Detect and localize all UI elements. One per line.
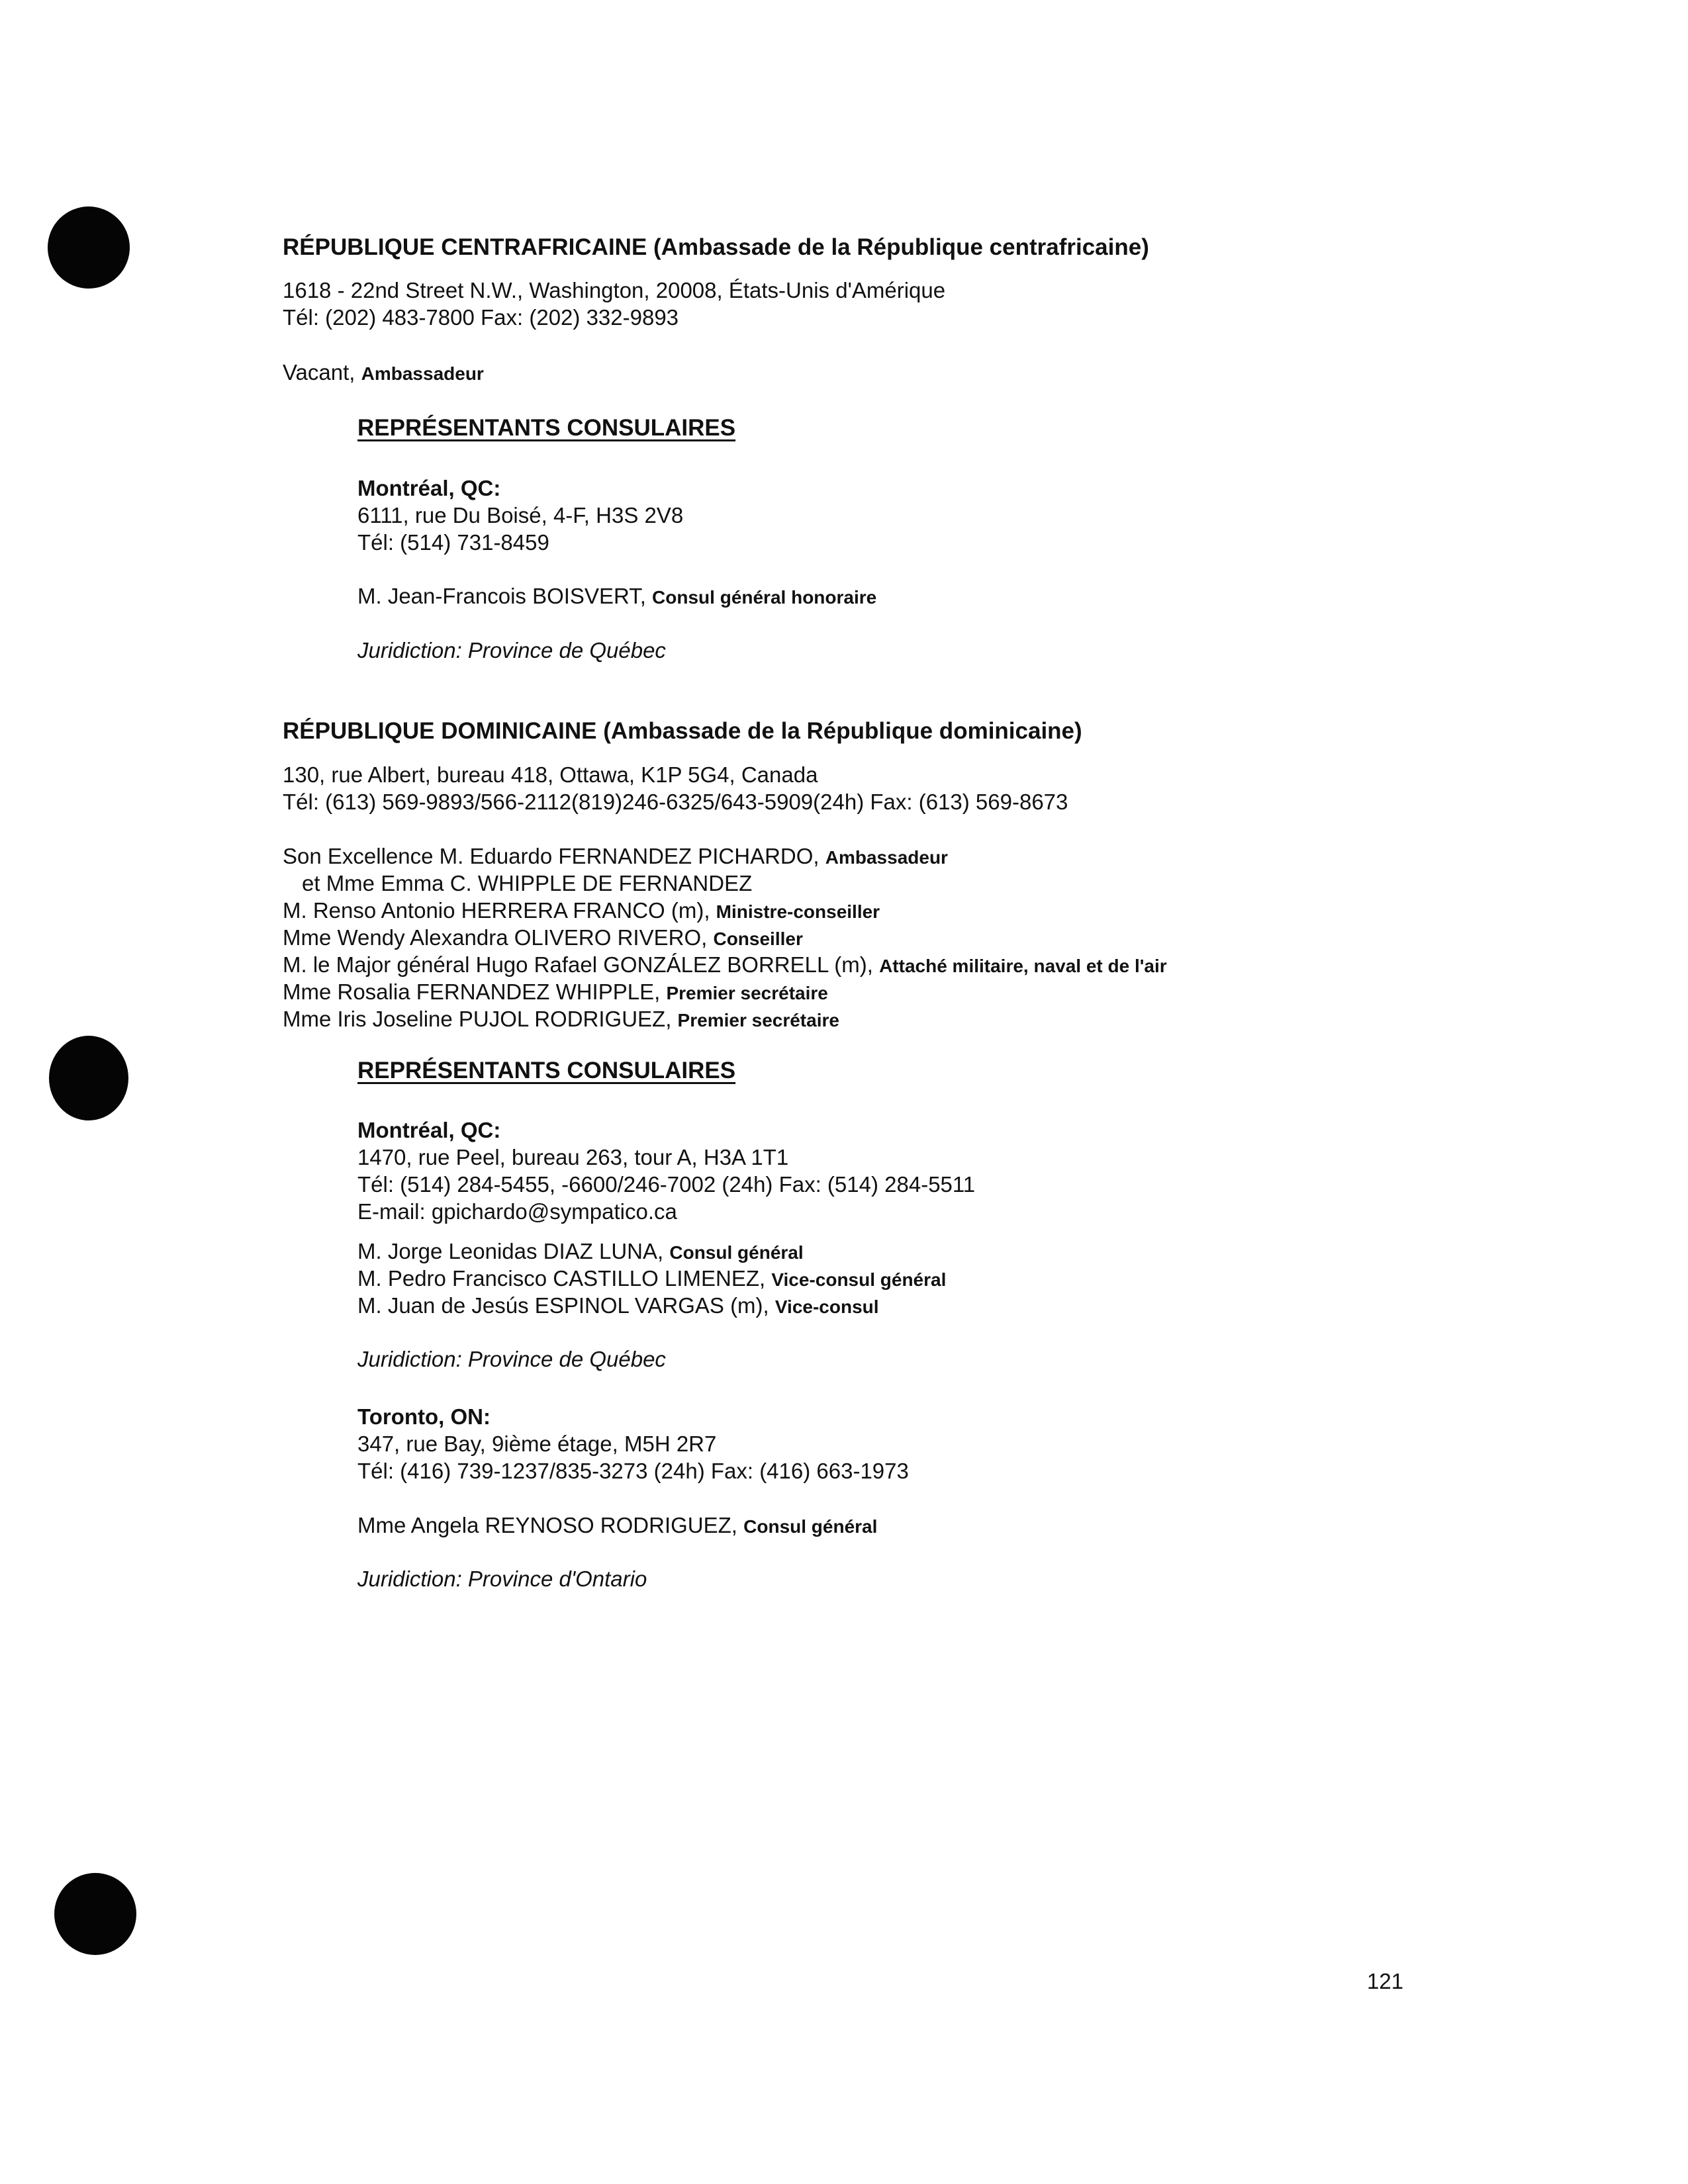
official-name: M. Pedro Francisco CASTILLO LIMENEZ, <box>357 1266 772 1291</box>
staff-name: Vacant, <box>283 360 361 385</box>
consular-heading: REPRÉSENTANTS CONSULAIRES <box>357 415 736 441</box>
staff-line <box>302 870 752 897</box>
staff-title: Ambassadeur <box>361 363 484 384</box>
official-name: Mme Angela REYNOSO RODRIGUEZ, <box>357 1513 744 1537</box>
jurisdiction: Juridiction: Province de Québec <box>357 1347 666 1371</box>
official-title: Consul général honoraire <box>652 587 877 608</box>
consulate-city: Montréal, QC: <box>357 1118 501 1142</box>
consulate-address: 6111, rue Du Boisé, 4-F, H3S 2V8 <box>357 503 684 527</box>
official-title: Consul général <box>743 1516 878 1537</box>
staff-title: Ambassadeur <box>825 847 948 868</box>
staff-name: Mme Rosalia FERNANDEZ WHIPPLE, <box>283 979 667 1004</box>
official-line <box>357 1265 946 1293</box>
consular-heading: REPRÉSENTANTS CONSULAIRES <box>357 1058 736 1083</box>
consulate-email: E-mail: gpichardo@sympatico.ca <box>357 1199 677 1224</box>
binder-hole <box>54 1873 136 1955</box>
jurisdiction: Juridiction: Province d'Ontario <box>357 1567 647 1591</box>
staff-title: Ministre-conseiller <box>716 901 880 922</box>
staff-title: Attaché militaire, naval et de l'air <box>879 956 1167 976</box>
staff-title: Premier secrétaire <box>666 983 828 1003</box>
staff-title: Premier secrétaire <box>677 1010 839 1030</box>
staff-name: Mme Wendy Alexandra OLIVERO RIVERO, <box>283 925 714 950</box>
embassy-address: 130, rue Albert, bureau 418, Ottawa, K1P 5G4, Canada <box>283 762 818 787</box>
page-number: 121 <box>1367 1969 1404 1993</box>
embassy-address: 1618 - 22nd Street N.W., Washington, 20008, États-Unis d'Amérique <box>283 278 946 302</box>
consulate-city: Toronto, ON: <box>357 1404 491 1429</box>
staff-name: Mme Iris Joseline PUJOL RODRIGUEZ, <box>283 1007 678 1031</box>
official-name: M. Jorge Leonidas DIAZ LUNA, <box>357 1239 670 1263</box>
consulate-city: Montréal, QC: <box>357 476 501 500</box>
binder-hole <box>49 1036 128 1120</box>
staff-line <box>283 897 880 925</box>
staff-line <box>283 978 828 1007</box>
official-name: M. Juan de Jesús ESPINOL VARGAS (m), <box>357 1293 775 1318</box>
embassy-phone: Tél: (613) 569-9893/566-2112(819)246-6325/643-5909(24h) Fax: (613) 569-8673 <box>283 790 1068 814</box>
jurisdiction: Juridiction: Province de Québec <box>357 638 666 662</box>
official-line <box>357 1512 877 1540</box>
official-title: Vice-consul général <box>771 1269 947 1290</box>
staff-line <box>283 924 803 952</box>
official-line <box>357 1292 879 1320</box>
staff-line <box>283 1005 839 1034</box>
country-heading: RÉPUBLIQUE CENTRAFRICAINE (Ambassade de la République centrafricaine) <box>283 234 1149 260</box>
staff-line <box>283 842 948 871</box>
staff-name: M. Renso Antonio HERRERA FRANCO (m), <box>283 898 716 923</box>
staff-line <box>283 359 484 387</box>
staff-name: Son Excellence M. Eduardo FERNANDEZ PICHARDO, <box>283 844 825 868</box>
consulate-phone: Tél: (416) 739-1237/835-3273 (24h) Fax: (416) 663-1973 <box>357 1459 909 1483</box>
official-title: Vice-consul <box>774 1297 879 1317</box>
staff-title: Conseiller <box>713 929 803 949</box>
staff-line <box>283 951 1167 979</box>
consulate-phone: Tél: (514) 284-5455, -6600/246-7002 (24h) Fax: (514) 284-5511 <box>357 1172 976 1197</box>
official-line <box>357 582 876 611</box>
consulate-phone: Tél: (514) 731-8459 <box>357 530 549 555</box>
binder-hole <box>48 206 130 289</box>
official-name: M. Jean-Francois BOISVERT, <box>357 584 653 608</box>
embassy-phone: Tél: (202) 483-7800 Fax: (202) 332-9893 <box>283 305 679 330</box>
staff-name: et Mme Emma C. WHIPPLE DE FERNANDEZ <box>302 871 753 895</box>
consulate-address: 1470, rue Peel, bureau 263, tour A, H3A 1T1 <box>357 1145 789 1169</box>
official-title: Consul général <box>669 1242 804 1263</box>
staff-name: M. le Major général Hugo Rafael GONZÁLEZ BORRELL (m), <box>283 952 880 977</box>
consulate-address: 347, rue Bay, 9ième étage, M5H 2R7 <box>357 1432 717 1456</box>
official-line <box>357 1238 804 1266</box>
country-heading: RÉPUBLIQUE DOMINICAINE (Ambassade de la République dominicaine) <box>283 718 1082 744</box>
